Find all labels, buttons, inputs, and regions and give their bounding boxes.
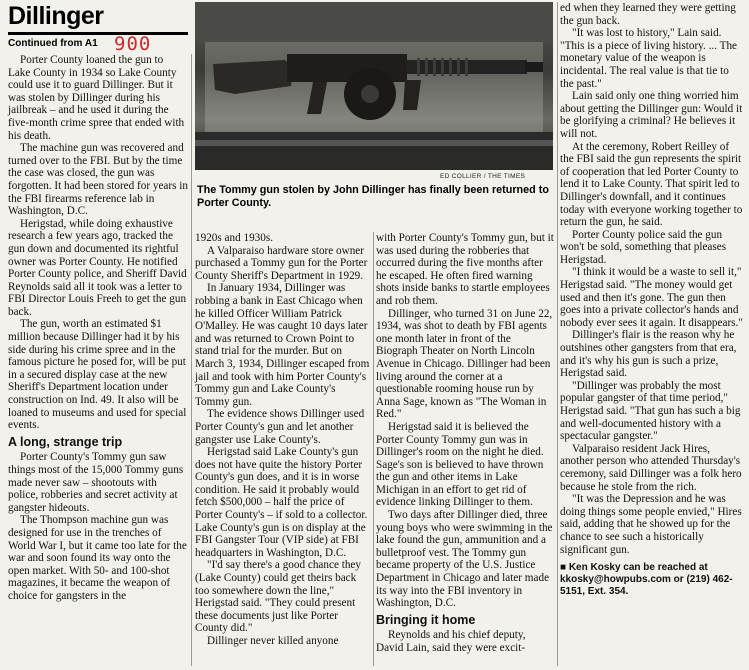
author-byline: ■ Ken Kosky can be reached at kkosky@howpubs.com or (219) 462-5151, Ext. 354. — [560, 562, 733, 598]
paragraph: "It was the Depression and he was doing things some people envied," Hires said, adding that he showed up for the chance to see such a historically significant gun. — [560, 493, 742, 556]
headline: Dillinger — [8, 2, 104, 30]
paragraph: Porter County's Tommy gun saw things most of the 15,000 Tommy guns made never saw – shootouts with police, robberies and secret activity at gangster hideouts. — [8, 451, 184, 514]
paragraph: The evidence shows Dillinger used Porter County's gun and let another gangster use Lake County's. — [195, 408, 365, 446]
paragraph: Dillinger, who turned 31 on June 22, 1934, was shot to death by FBI agents one month later in front of the Biograph Theater on North Lincoln Avenue in Chicago. Dillinger had been living around the corner at a questionable rooming house run by Anna Sage, known as "The Woman in Red." — [376, 307, 553, 421]
paragraph: Herigstad, while doing exhaustive research a few years ago, tracked the gun down and documented its rightful owner was Porter County. He notified Porter County police, and Sheriff David Reynolds said all it took was a letter to FBI Director Louis Freeh to get the gun back. — [8, 217, 187, 318]
paragraph: ed when they learned they were getting the gun back. — [560, 2, 736, 27]
column-2 — [195, 232, 370, 648]
paragraph: Reynolds and his chief deputy, David Lain, said they were excit- — [376, 629, 526, 654]
paragraph: At the ceremony, Robert Reilley of the FBI said the gun represents the spirit of cooperation that led Porter County to lend it to Lake County. That spirit led to Dillinger's downfall, and it continues today with everyone working together to return the gun, he said. — [560, 140, 743, 229]
paragraph: Lain said only one thing worried him about getting the Dillinger gun: Would it be glorifying a criminal? He believes it will not. — [560, 90, 743, 140]
column-1 — [8, 54, 188, 603]
photo-credit: ED COLLIER / THE TIMES — [440, 173, 526, 180]
tommy-gun-photo — [195, 2, 553, 170]
column-3 — [376, 232, 554, 655]
paragraph: "I think it would be a waste to sell it," Herigstad said. "The money would get used and then it's gone. The gun then goes into a private collector's hands and nobody ever sees it again. It disappears." — [560, 266, 743, 329]
paragraph: Dillinger's flair is the reason why he outshines other gangsters from that era, and it's why his gun is such a prize, Herigstad said. — [560, 329, 737, 380]
handwritten-note: 900 — [114, 33, 152, 55]
continued-line: Continued from A1 — [8, 38, 98, 49]
column-divider — [373, 232, 374, 666]
paragraph: "I'd say there's a good chance they (Lake County) could get theirs back too somewhere down the line," Herigstad said. "They could present these documents just like Porter County did." — [195, 559, 361, 635]
paragraph: with Porter County's Tommy gun, but it was used during the robberies that occurred during the five months after he escaped. He often fired warning shots inside banks to startle employees and rob them. — [376, 232, 554, 307]
tommy-gun-image — [195, 2, 553, 170]
column-4 — [560, 2, 744, 598]
paragraph: Porter County loaned the gun to Lake County in 1934 so Lake County could use it to guard Dillinger. But it was stolen by Dillinger during his jailbreak – and he used it during the five-month crime spree that ended with his death. — [8, 54, 185, 142]
photo-caption: The Tommy gun stolen by John Dillinger has finally been returned to Porter County. — [197, 184, 549, 209]
paragraph: Valparaiso resident Jack Hires, another person who attended Thursday's ceremony, said Dillinger was a folk hero because he stole from the rich. — [560, 442, 742, 493]
paragraph: In January 1934, Dillinger was robbing a bank in East Chicago when he killed Officer William Patrick O'Malley. He was caught 10 days later and was returned to Crown Point to stand trial for the murder. But on March 3, 1934, Dillinger escaped from jail and took with him Porter County's Tommy gun and Lake County's Tommy gun. — [195, 282, 370, 408]
column-divider — [191, 54, 192, 666]
headline-rule — [8, 32, 188, 35]
paragraph: Two days after Dillinger died, three young boys who were swimming in the lake found the gun, ammunition and a bulletproof vest. The Tommy gun became property of the U.S. Justice Department in Chicago and later made its way into the FBI inventory in Washington, D.C. — [376, 509, 553, 610]
paragraph: Herigstad said Lake County's gun does not have quite the history Porter County's gun does, and it is in worse condition. He said it probably would fetch $500,000 – half the price of Porter County's – if sold to a collector. Lake County's gun is on display at the FBI Gangster Tour (VIP side) at FBI headquarters in Washington, D.C. — [195, 446, 368, 559]
subhead: A long, strange trip — [8, 434, 123, 449]
paragraph: A Valparaiso hardware store owner purchased a Tommy gun for the Porter County Sheriff's Department in 1929. — [195, 244, 368, 282]
paragraph: Porter County police said the gun won't be sold, something that pleases Herigstad. — [560, 228, 727, 266]
paragraph: Dillinger never killed anyone — [207, 635, 339, 647]
paragraph: The machine gun was recovered and turned over to the FBI. But by the time the case was closed, the gun was forgotten. It had been stored for years in the FBI firearms reference lab in Washington, D.C. — [8, 142, 188, 218]
paragraph: 1920s and 1930s. — [195, 232, 274, 244]
paragraph: The gun, worth an estimated $1 million because Dillinger had it by his side during his crime spree and in the famous picture he posed for, will be put in a secured display case at the new Sheriff's Department location under construction on Ind. 49. It also will be loaned to museums and used for special events. — [8, 318, 187, 432]
paragraph: Herigstad said it is believed the Porter County Tommy gun was in Dillinger's room on the night he died. Sage's son is believed to have thrown the gun and other items in Lake Michigan in an effort to get rid of evidence linking Dillinger to them. — [376, 420, 544, 509]
paragraph: "It was lost to history," Lain said. "This is a piece of living history. ... The monetary value of the weapon is incidental. The real value is that tie to the past." — [560, 27, 738, 90]
paragraph: The Thompson machine gun was designed for use in the trenches of World War I, but it came too late for the war and soon found its way onto the open market. With 50- and 100-shot magazines, it became the weapon of choice for gangsters in the — [8, 514, 187, 602]
column-divider — [557, 2, 558, 666]
subhead: Bringing it home — [376, 612, 476, 627]
paragraph: "Dillinger was probably the most popular gangster of that time period," Herigstad said. "That gun has such a big and well-documented history with a spectacular gangster." — [560, 379, 741, 443]
